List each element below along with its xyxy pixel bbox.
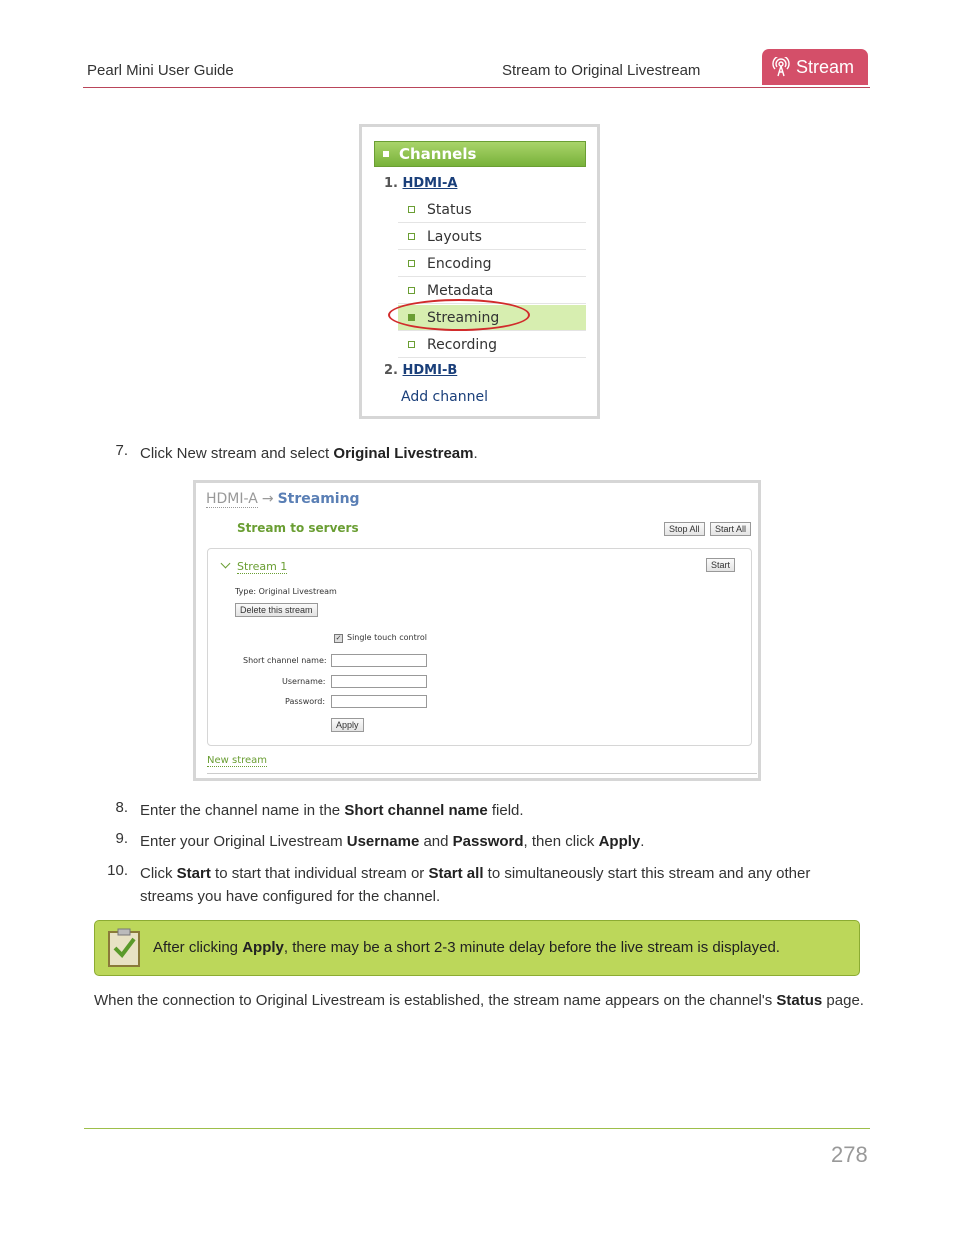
step-text: , then click	[523, 833, 599, 850]
channel-2-number: 2.	[384, 363, 398, 378]
stream-tab-label: Stream	[796, 56, 855, 77]
highlight-oval	[388, 299, 530, 331]
new-stream-link[interactable]: New stream	[207, 755, 268, 766]
channel-menu-item-label: Metadata	[427, 282, 494, 299]
step-number: 9.	[115, 830, 128, 847]
step-text: .	[473, 445, 478, 462]
channel-menu-item-status[interactable]	[398, 197, 586, 223]
channel-1-number: 1.	[384, 176, 398, 191]
channels-header	[374, 141, 586, 167]
square-bullet-icon	[408, 260, 415, 267]
note-box	[94, 920, 860, 976]
short-channel-field[interactable]	[331, 654, 427, 667]
channel-1-link[interactable]: HDMI-A	[402, 176, 458, 191]
channel-menu-item-label: Streaming	[427, 309, 500, 326]
clipboard-check-icon	[107, 928, 141, 968]
step-text: to simultaneously start this stream and any other streams you have configured for the channel.	[140, 865, 811, 905]
step-bold: Username	[346, 833, 420, 850]
single-touch-label: Single touch control	[347, 633, 427, 642]
stream-type: Type: Original Livestream	[235, 587, 337, 596]
paragraph-text: When the connection to Original Livestream is established, the stream name appears on the channel's	[94, 992, 777, 1009]
channel-menu-item-label: Recording	[427, 336, 498, 353]
closing-paragraph	[94, 989, 864, 1013]
apply-button[interactable]: Apply	[331, 718, 364, 732]
stream-title[interactable]	[222, 560, 287, 573]
chevron-down-icon	[221, 559, 231, 569]
breadcrumb-channel[interactable]: HDMI-A	[206, 491, 258, 507]
step-text: and	[419, 833, 453, 850]
header-center: Stream to Original Livestream	[502, 62, 701, 79]
header-left: Pearl Mini User Guide	[87, 62, 234, 79]
paragraph-text: page.	[822, 992, 864, 1009]
add-channel-link[interactable]: Add channel	[401, 389, 488, 405]
step-bold: Original Livestream	[333, 445, 474, 462]
stop-all-button[interactable]: Stop All	[664, 522, 705, 536]
username-label: Username:	[282, 677, 326, 686]
arrow-right-icon: →	[261, 491, 274, 507]
note-bold: Apply	[242, 939, 284, 956]
note-text	[153, 939, 780, 956]
username-field[interactable]	[331, 675, 427, 688]
step-number: 7.	[115, 442, 128, 459]
channel-menu-item-label: Status	[427, 201, 472, 218]
start-button[interactable]: Start	[706, 558, 735, 572]
note-text-part: After clicking	[153, 939, 243, 956]
channels-title: Channels	[399, 145, 477, 163]
footer-divider	[84, 1128, 870, 1129]
stream-tab	[762, 49, 868, 85]
step-number: 8.	[115, 799, 128, 816]
step-text: Enter your Original Livestream	[140, 833, 347, 850]
panel-bottom-line	[207, 773, 757, 774]
step-text: to start that individual stream or	[210, 865, 429, 882]
single-touch-row	[334, 633, 427, 643]
square-bullet-icon	[408, 206, 415, 213]
square-bullet-icon	[408, 341, 415, 348]
header-divider	[83, 87, 870, 88]
breadcrumb-page: Streaming	[277, 491, 360, 507]
step-text: Click	[140, 865, 177, 882]
step-bold: Apply	[598, 833, 641, 850]
broadcast-icon	[772, 57, 790, 77]
square-bullet-icon	[408, 233, 415, 240]
password-label: Password:	[285, 697, 326, 706]
start-all-button[interactable]: Start All	[710, 522, 751, 536]
paragraph-bold: Status	[776, 992, 823, 1009]
channel-menu-item-label: Layouts	[427, 228, 482, 245]
step-text: Click New stream and select	[140, 445, 334, 462]
channel-menu-item-label: Encoding	[427, 255, 492, 272]
password-field[interactable]	[331, 695, 427, 708]
channel-1	[384, 176, 457, 191]
breadcrumb	[206, 491, 360, 507]
step-number: 10.	[107, 862, 128, 879]
channel-menu-item-layouts[interactable]	[398, 224, 586, 250]
square-bullet-icon	[408, 287, 415, 294]
step-text: Enter the channel name in the	[140, 802, 345, 819]
stream-box	[207, 548, 752, 746]
page-number: 278	[831, 1142, 868, 1167]
stream-title-label: Stream 1	[237, 560, 288, 573]
streaming-panel-screenshot	[193, 480, 761, 781]
delete-stream-button[interactable]: Delete this stream	[235, 603, 318, 617]
channels-panel-screenshot	[359, 124, 600, 419]
short-channel-label: Short channel name:	[243, 656, 327, 665]
note-text-part: , there may be a short 2-3 minute delay before the live stream is displayed.	[283, 939, 780, 956]
step-text: .	[640, 833, 645, 850]
step-bold: Start all	[428, 865, 484, 882]
streaming-subtitle: Stream to servers	[237, 521, 359, 535]
step-bold: Short channel name	[344, 802, 488, 819]
step-text: field.	[487, 802, 524, 819]
single-touch-checkbox[interactable]: ✓	[335, 634, 342, 642]
channel-menu-item-recording[interactable]	[398, 332, 586, 358]
channel-2	[384, 363, 457, 378]
channel-2-link[interactable]: HDMI-B	[402, 363, 458, 378]
step-bold: Password	[452, 833, 524, 850]
channel-menu-item-encoding[interactable]	[398, 251, 586, 277]
step-bold: Start	[176, 865, 211, 882]
square-icon	[383, 151, 389, 157]
